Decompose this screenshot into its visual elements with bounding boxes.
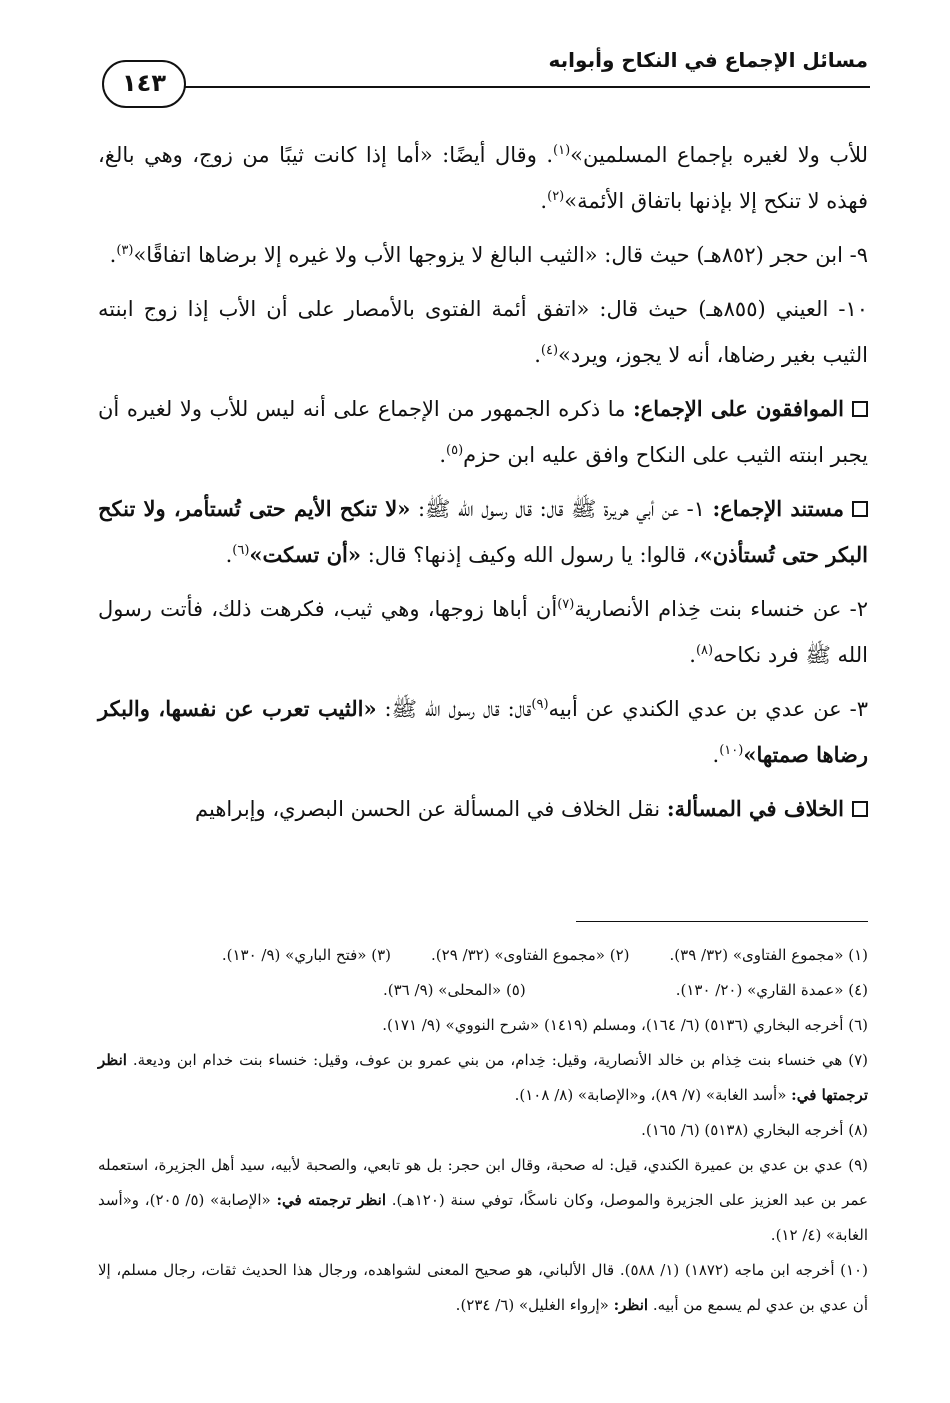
footnote-8: (٨) أخرجه البخاري (٥١٣٨) (٦/ ١٦٥). <box>641 1121 868 1139</box>
footnote-ref: (٤) <box>540 343 559 358</box>
main-text <box>98 132 868 840</box>
text: قال: قال رسول الله ﷺ: <box>376 697 532 721</box>
paragraph-1 <box>98 132 868 224</box>
footnote-ref: (٩) <box>531 697 549 712</box>
text: ٣- عن عدي بن عدي الكندي عن أبيه <box>548 697 868 721</box>
section-square-icon <box>852 801 868 817</box>
text: أن أباها زوجها، وهي ثيب، فكرهت ذلك، فأتت رسول الله ﷺ فرد نكاحه <box>98 597 868 667</box>
section-square-icon <box>852 401 868 417</box>
footnote-row <box>98 973 868 1008</box>
text: ١٠- العيني (٨٥٥هـ) حيث قال: «اتفق أئمة الفتوى بالأمصار على أن الأب إذا زوج ابنته الثيب بغير رضاها، أنه لا يجوز، ويرد» <box>98 297 869 367</box>
text: «إرواء الغليل» (٦/ ٢٣٤). <box>455 1296 614 1314</box>
text: نقل الخلاف في المسألة عن الحسن البصري، وإبراهيم <box>195 797 667 821</box>
text: . <box>689 643 696 667</box>
paragraph-3 <box>98 286 868 378</box>
footnote-2: (٢) «مجموع الفتاوى» (٣٢/ ٢٩). <box>431 946 630 964</box>
hadith-text: «أن تسكت» <box>249 542 362 567</box>
text: ما ذكره الجمهور من الإجماع على أنه ليس للأب ولا لغيره أن يجبر ابنته الثيب على النكاح وافق عليه ابن حزم <box>98 397 868 467</box>
text: ١- عن أبي هريرة ﷺ قال: قال رسول الله ﷺ: <box>410 497 713 521</box>
ref-label: انظر ترجمته في: <box>276 1191 387 1209</box>
text: . <box>225 543 233 567</box>
text: ، قالوا: يا رسول الله وكيف إذنها؟ قال: <box>361 543 700 567</box>
footnote-7 <box>98 1043 868 1113</box>
section-label: مستند الإجماع: <box>712 496 844 521</box>
text: «أسد الغابة» (٧/ ٨٩)، و«الإصابة» (٨/ ١٠٨). <box>514 1086 792 1104</box>
text: للأب ولا لغيره بإجماع المسلمين» <box>570 143 869 167</box>
paragraph-4 <box>98 386 868 478</box>
footnote-ref: (١) <box>553 143 571 158</box>
text: . <box>109 243 117 267</box>
footnote-3: (٣) «فتح الباري» (٩/ ١٣٠). <box>221 946 392 964</box>
footnote-ref: (١٠) <box>719 743 744 758</box>
section-label: الموافقون على الإجماع: <box>633 396 845 421</box>
text: . <box>540 189 548 213</box>
footnote-ref: (٧) <box>557 597 575 612</box>
ref-label: انظر: <box>613 1296 649 1314</box>
section-label: الخلاف في المسألة: <box>666 796 844 821</box>
text: (٧) هي خنساء بنت خِذام بن خالد الأنصارية، وقيل: خِدام، من بني عمرو بن عوف، وقيل: خنساء بنت خدام ابن وديعة. <box>126 1051 868 1069</box>
running-head-title: مسائل الإجماع في النكاح وأبوابه <box>548 48 868 72</box>
paragraph-2 <box>98 232 868 278</box>
footnote-6: (٦) أخرجه البخاري (٥١٣٦) (٦/ ١٦٤)، ومسلم (١٤١٩) «شرح النووي» (٩/ ١٧١). <box>382 1016 868 1034</box>
text: ٢- عن خنساء بنت خِذام الأنصارية <box>574 597 868 621</box>
footnote-ref: (٢) <box>547 189 565 204</box>
paragraph-8 <box>98 786 868 832</box>
text: . <box>439 443 447 467</box>
text: «الإصابة» (٥/ ٢٠٥)، و«أسد الغابة» (٤/ ١٢). <box>98 1191 868 1244</box>
footnote-5: (٥) «المحلى» (٩/ ٣٦). <box>383 981 526 999</box>
text: . وقال أيضًا: «أما إذا كانت ثيبًا من زوج، وهي بالغ، فهذه لا تنكح إلا بإذنها باتفاق الأئمة» <box>98 143 868 213</box>
ref-label: انظر ترجمتها في: <box>98 1051 868 1104</box>
text: . <box>534 343 541 367</box>
footnote-4: (٤) «عمدة القاري» (٢٠/ ١٣٠). <box>675 981 868 999</box>
footnote-ref: (٣) <box>116 243 134 258</box>
hadith-text: «الثيب تعرب عن نفسها، والبكر رضاها صمتها» <box>98 696 868 767</box>
header-rule <box>175 86 870 88</box>
footnote-rule <box>576 921 868 922</box>
footnote-1: (١) «مجموع الفتاوى» (٣٢/ ٣٩). <box>669 946 868 964</box>
footnote-9 <box>98 1148 868 1253</box>
page-number: ١٤٣ <box>102 60 186 108</box>
paragraph-7 <box>98 686 868 778</box>
paragraph-5 <box>98 486 868 578</box>
text: (١٠) أخرجه ابن ماجه (١٨٧٢) (١/ ٥٨٨). قال الألباني، هو صحيح المعنى لشواهده، ورجال هذا الحديث ثقات، رجال مسلم، إلا أن عدي بن عدي لم يسمع من أبيه. <box>98 1261 868 1314</box>
paragraph-6 <box>98 586 868 678</box>
footnote-10 <box>98 1253 868 1323</box>
text: (٩) عدي بن عدي بن عميرة الكندي، قيل: له صحبة، وقال ابن حجر: بل هو تابعي، والصحبة لأبيه، سيد أهل الجزيرة، استعمله عمر بن عبد العزيز على الجزيرة والموصل، وكان ناسكًا، توفي سنة (١٢٠هـ). <box>98 1156 869 1209</box>
text: . <box>712 743 720 767</box>
footnote-ref: (٦) <box>232 543 250 558</box>
footnotes <box>98 938 868 1323</box>
hadith-text: «لا تنكح الأيم حتى تُستأمر، ولا تنكح البكر حتى تُستأذن» <box>98 496 868 567</box>
section-square-icon <box>852 501 868 517</box>
footnote-ref: (٨) <box>695 643 714 658</box>
footnote-ref: (٥) <box>446 443 464 458</box>
text: ٩- ابن حجر (٨٥٢هـ) حيث قال: «الثيب البالغ لا يزوجها الأب ولا غيره إلا برضاها اتفاقًا» <box>133 243 868 267</box>
footnote-row <box>98 938 868 973</box>
